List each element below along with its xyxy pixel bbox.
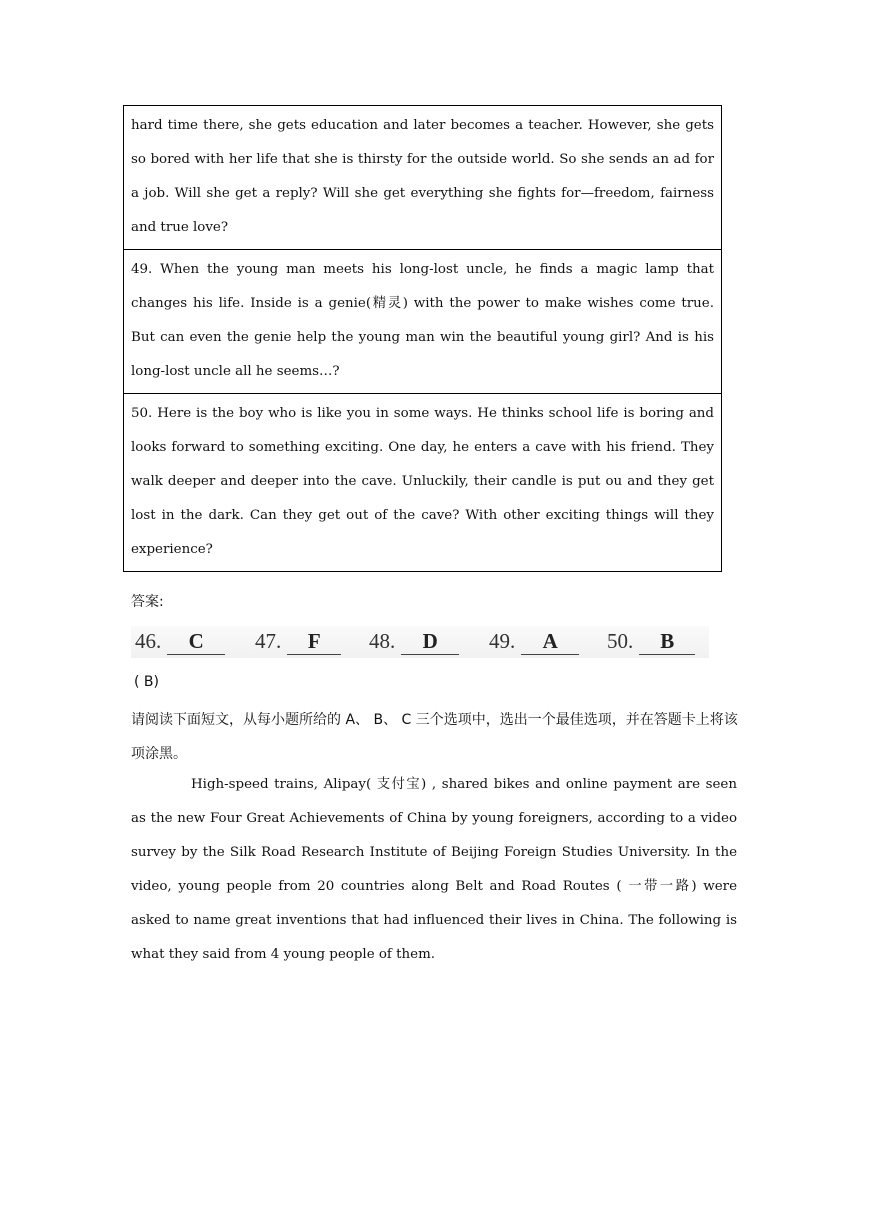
answer-item-46 xyxy=(135,626,225,658)
instructions-text: 请阅读下面短文，从每小题所给的 A、 B、 C 三个选项中，选出一个最佳选项，并在答题卡上将该项涂黑。 xyxy=(131,712,738,762)
passage-cell-49: 49. When the young man meets his long-lost uncle, he finds a magic lamp that changes his life. Inside is a genie(精灵) with the power to make wishes come true. But can even the genie help the young man win the beautiful young girl? And is his long-lost uncle all he seems…? xyxy=(124,249,721,393)
answer-letter: C xyxy=(167,629,225,655)
section-label: ( B) xyxy=(134,674,159,690)
answer-letter: B xyxy=(639,629,695,655)
answer-item-47 xyxy=(255,626,341,658)
answer-number: 47. xyxy=(255,629,282,653)
answer-item-49 xyxy=(489,626,579,658)
answer-key-image xyxy=(131,626,709,658)
answer-item-50 xyxy=(607,626,695,658)
answers-label: 答案: xyxy=(131,594,164,610)
answer-number: 48. xyxy=(369,629,396,653)
answer-letter: F xyxy=(287,629,341,655)
answer-number: 46. xyxy=(135,629,162,653)
passage-cell-50: 50. Here is the boy who is like you in some ways. He thinks school life is boring and looks forward to something exciting. One day, he enters a cave with his friend. They walk deeper and deeper into the cave. Unluckily, their candle is put ou and they get lost in the dark. Can they get out of the cave? With other exciting things will they experience? xyxy=(124,393,721,571)
passage-cell-48: hard time there, she gets education and later becomes a teacher. However, she gets so bored with her life that she is thirsty for the outside world. So she sends an ad for a job. Will she get a reply? Will she get everything she fights for—freedom, fairness and true love? xyxy=(131,118,714,235)
answer-number: 49. xyxy=(489,629,516,653)
passage-table xyxy=(123,105,722,572)
reading-passage: High-speed trains, Alipay( 支付宝) , shared bikes and online payment are seen as the new Four Great Achievements of China by young foreigners, according to a video survey by the Silk Road Research Institute of Beijing Foreign Studies University. In the video, young people from 20 countries along Belt and Road Routes ( 一带一路) were asked to name great inventions that had influenced their lives in China. The following is what they said from 4 young people of them. xyxy=(131,777,737,962)
answer-letter: A xyxy=(521,629,579,655)
answer-item-48 xyxy=(369,626,459,658)
answer-letter: D xyxy=(401,629,459,655)
answer-number: 50. xyxy=(607,629,634,653)
